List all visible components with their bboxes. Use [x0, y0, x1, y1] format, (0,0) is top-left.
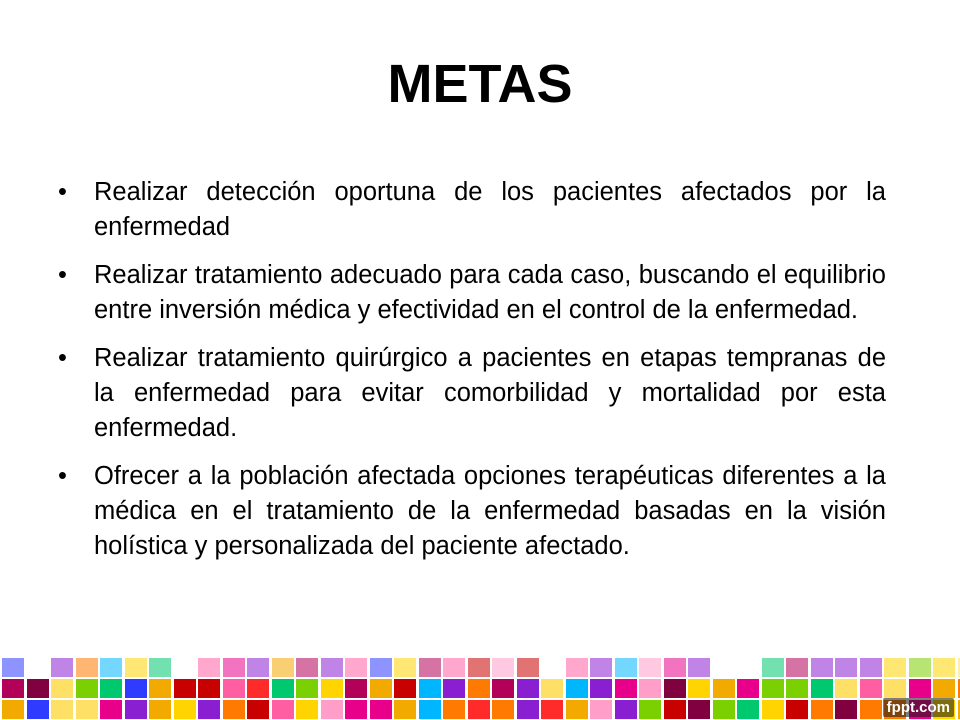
mosaic-tile [762, 700, 784, 719]
mosaic-tile [2, 679, 24, 698]
mosaic-tile [762, 658, 784, 677]
mosaic-tile [786, 679, 808, 698]
mosaic-tile [615, 658, 637, 677]
mosaic-tile [27, 700, 49, 719]
mosaic-tile [909, 679, 931, 698]
bullet-text: Realizar detección oportuna de los pacientes afectados por la enfermedad [94, 178, 886, 241]
bullet-item [56, 175, 886, 245]
mosaic-tile [688, 679, 710, 698]
mosaic-tile [443, 700, 465, 719]
mosaic-tile [345, 658, 367, 677]
bullet-text: Realizar tratamiento quirúrgico a pacientes en etapas tempranas de la enfermedad para evitar comorbilidad y mortalidad por esta enfermedad. [94, 344, 886, 442]
mosaic-tile [247, 658, 269, 677]
mosaic-tile [419, 700, 441, 719]
mosaic-tile [394, 658, 416, 677]
mosaic-tile [811, 679, 833, 698]
bullet-text: Realizar tratamiento adecuado para cada caso, buscando el equilibrio entre inversión médica y efectividad en el control de la enfermedad. [94, 261, 886, 324]
mosaic-tile [492, 679, 514, 698]
mosaic-tile [468, 679, 490, 698]
mosaic-tile [615, 679, 637, 698]
mosaic-tile [370, 700, 392, 719]
mosaic-tile [223, 679, 245, 698]
mosaic-tile [394, 700, 416, 719]
mosaic-tile [394, 679, 416, 698]
mosaic-tile [149, 700, 171, 719]
footer-mosaic [0, 656, 960, 720]
mosaic-tile [737, 679, 759, 698]
mosaic-tile [76, 658, 98, 677]
bullet-text: Ofrecer a la población afectada opciones terapéuticas diferentes a la médica en el tratamiento de la enfermedad basadas en la visión holística y personalizada del paciente afectado. [94, 462, 886, 560]
mosaic-tile [100, 679, 122, 698]
mosaic-tile [566, 700, 588, 719]
mosaic-tile [590, 700, 612, 719]
mosaic-tile [100, 658, 122, 677]
mosaic-tile [272, 700, 294, 719]
mosaic-tile [590, 658, 612, 677]
bullet-dot: • [58, 462, 67, 490]
mosaic-tile [713, 679, 735, 698]
mosaic-tile [566, 679, 588, 698]
mosaic-tile [198, 658, 220, 677]
mosaic-tile [860, 679, 882, 698]
bullet-item [56, 341, 886, 446]
mosaic-tile [296, 658, 318, 677]
mosaic-tile [664, 679, 686, 698]
mosaic-tile [345, 679, 367, 698]
mosaic-tile [639, 658, 661, 677]
mosaic-tile [664, 658, 686, 677]
brand-watermark: fppt.com [883, 698, 954, 717]
mosaic-tile [76, 679, 98, 698]
mosaic-tile [272, 679, 294, 698]
mosaic-tile [811, 700, 833, 719]
mosaic-tile [198, 700, 220, 719]
mosaic-tile [517, 679, 539, 698]
mosaic-tile [321, 658, 343, 677]
bullet-dot: • [58, 344, 67, 372]
mosaic-tile [909, 658, 931, 677]
mosaic-tile [149, 679, 171, 698]
mosaic-tile [517, 700, 539, 719]
bullet-item [56, 459, 886, 564]
mosaic-tile [615, 700, 637, 719]
mosaic-tile [566, 658, 588, 677]
mosaic-tile [786, 700, 808, 719]
mosaic-tile [76, 700, 98, 719]
bullet-dot: • [58, 261, 67, 289]
mosaic-tile [835, 658, 857, 677]
mosaic-tile [149, 658, 171, 677]
mosaic-tile [688, 658, 710, 677]
mosaic-tile [884, 679, 906, 698]
mosaic-tile [321, 700, 343, 719]
mosaic-tile [2, 700, 24, 719]
mosaic-tile [737, 700, 759, 719]
mosaic-tile [247, 679, 269, 698]
mosaic-tile [860, 700, 882, 719]
mosaic-tile [223, 658, 245, 677]
mosaic-tile [860, 658, 882, 677]
mosaic-tile [492, 700, 514, 719]
mosaic-tile [811, 658, 833, 677]
slide-title: METAS [387, 54, 573, 114]
mosaic-tile [51, 679, 73, 698]
mosaic-tile [639, 679, 661, 698]
mosaic-tile [884, 658, 906, 677]
mosaic-tile [100, 700, 122, 719]
mosaic-tile [688, 700, 710, 719]
mosaic-tile [345, 700, 367, 719]
mosaic-tile [27, 679, 49, 698]
mosaic-tile [713, 700, 735, 719]
mosaic-tile [835, 700, 857, 719]
mosaic-tile [296, 679, 318, 698]
mosaic-tile [174, 700, 196, 719]
mosaic-tile [762, 679, 784, 698]
mosaic-tile [247, 700, 269, 719]
mosaic-tile [541, 679, 563, 698]
mosaic-tile [419, 679, 441, 698]
mosaic-tile [125, 700, 147, 719]
mosaic-tile [639, 700, 661, 719]
bullet-dot: • [58, 178, 67, 206]
mosaic-tile [125, 679, 147, 698]
bullet-item [56, 258, 886, 328]
mosaic-tile [835, 679, 857, 698]
mosaic-tile [933, 679, 955, 698]
mosaic-tile [933, 658, 955, 677]
mosaic-tile [321, 679, 343, 698]
mosaic-tile [51, 658, 73, 677]
mosaic-tile [419, 658, 441, 677]
mosaic-tile [468, 700, 490, 719]
mosaic-tile [125, 658, 147, 677]
mosaic-tile [541, 700, 563, 719]
mosaic-tile [664, 700, 686, 719]
mosaic-tile [174, 679, 196, 698]
mosaic-tile [223, 700, 245, 719]
mosaic-tile [443, 679, 465, 698]
mosaic-tile [590, 679, 612, 698]
mosaic-tile [370, 658, 392, 677]
mosaic-tile [2, 658, 24, 677]
bullet-list [56, 175, 886, 577]
mosaic-tile [517, 658, 539, 677]
mosaic-tile [198, 679, 220, 698]
mosaic-tile [370, 679, 392, 698]
mosaic-tile [272, 658, 294, 677]
mosaic-tile [468, 658, 490, 677]
mosaic-tile [51, 700, 73, 719]
mosaic-tile [492, 658, 514, 677]
mosaic-tile [443, 658, 465, 677]
mosaic-tile [786, 658, 808, 677]
mosaic-tile [296, 700, 318, 719]
